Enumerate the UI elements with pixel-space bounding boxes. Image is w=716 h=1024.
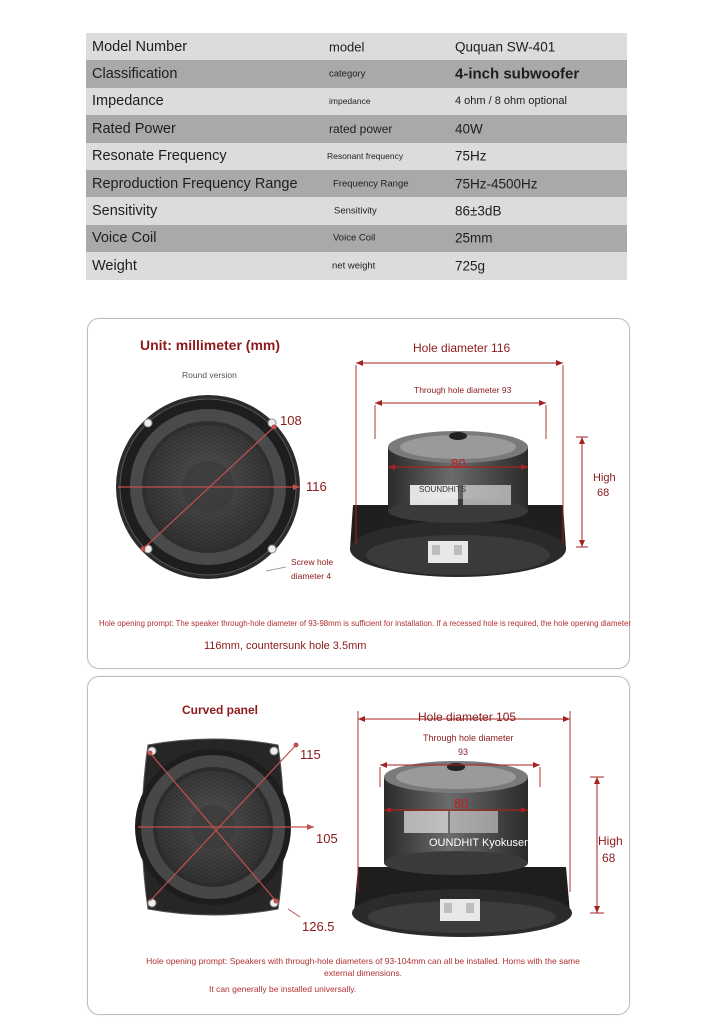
spec-table [86, 33, 627, 280]
spec-label: Rated Power [92, 120, 176, 137]
hole-opening-prompt-continued: It can generally be installed universally. [209, 984, 357, 994]
spec-label: Model Number [92, 38, 188, 55]
spec-short-label: Sensitivity [334, 205, 377, 217]
round-version-label: Round version [182, 370, 237, 380]
spec-short-label: Resonant frequency [327, 151, 404, 162]
height-label: High [593, 472, 616, 484]
spec-short-label: rated power [329, 121, 393, 136]
round-version-drawing [88, 319, 629, 668]
spec-label: Weight [92, 257, 137, 274]
spec-short-label: Voice Coil [333, 232, 376, 244]
brand-label: SOUNDHITS [419, 485, 467, 494]
spec-value: 75Hz [455, 148, 487, 164]
unit-label: Unit: millimeter (mm) [140, 337, 281, 353]
screw-hole-label: Screw hole [291, 557, 334, 567]
hole-opening-prompt-continued: 116mm, countersunk hole 3.5mm [204, 640, 367, 652]
hole-opening-prompt: Hole opening prompt: The speaker through-hole diameter of 93-98mm is sufficient for installation. If a recessed hole is required, the hole opening diameter [99, 619, 631, 628]
screw-hole-diameter-label: diameter 4 [291, 571, 332, 581]
brand-label: OUNDHIT Kyokusen [429, 837, 531, 849]
screw-hole-icon [270, 747, 278, 755]
spec-label: Voice Coil [92, 230, 157, 247]
spec-row-resonant-frequency [86, 143, 627, 170]
height-label: High [598, 834, 623, 848]
spec-value: 4 ohm / 8 ohm optional [455, 95, 567, 108]
hole-opening-prompt: Hole opening prompt: Speakers with through-hole diameters of 93-104mm can all be installed. Horns with the same external dimensions. [146, 956, 580, 978]
round-version-panel [87, 318, 630, 669]
hole-diameter-label: Hole diameter 105 [418, 710, 517, 724]
spec-value: 40W [455, 121, 483, 137]
spec-label: Impedance [92, 93, 164, 110]
spec-value: 4-inch subwoofer [455, 65, 580, 83]
spec-value: 86±3dB [455, 203, 502, 219]
spec-label: Sensitivity [92, 203, 158, 220]
spec-row-classification [86, 60, 627, 87]
spec-value: 75Hz-4500Hz [455, 176, 538, 192]
magnet-dim-label: 80 [451, 456, 466, 471]
dim-126-5-label: 126.5 [302, 919, 335, 934]
spec-row-rated-power [86, 115, 627, 142]
spec-row-impedance [86, 88, 627, 115]
spec-label: Resonate Frequency [92, 148, 227, 165]
spec-row-weight [86, 252, 627, 279]
screw-hole-icon [144, 419, 152, 427]
spec-row-voice-coil [86, 225, 627, 252]
speaker-side-view-round [350, 431, 566, 577]
spec-label: Reproduction Frequency Range [92, 175, 298, 192]
height-value-label: 68 [602, 851, 616, 865]
screw-hole-icon [268, 545, 276, 553]
spec-value: 725g [455, 258, 486, 274]
spec-short-label: model [329, 39, 365, 55]
curved-panel-label: Curved panel [182, 703, 259, 717]
spec-value: 25mm [455, 230, 493, 246]
through-hole-label: Through hole diameter [423, 733, 514, 743]
spec-row-frequency-range [86, 170, 627, 197]
screw-hole-icon [148, 899, 156, 907]
spec-row-model [86, 33, 627, 60]
spec-short-label: impedance [329, 96, 371, 107]
through-hole-label: Through hole diameter 93 [414, 385, 512, 395]
height-value-label: 68 [597, 487, 610, 499]
speaker-side-view-square [352, 761, 572, 937]
dim-115-label: 115 [300, 747, 321, 762]
dim-116-label: 116 [306, 479, 327, 494]
dim-105-label: 105 [316, 831, 338, 846]
curved-panel-panel [87, 676, 630, 1015]
magnet-dim-label: 80 [454, 796, 469, 811]
spec-row-sensitivity [86, 197, 627, 224]
spec-short-label: category [329, 68, 366, 80]
spec-short-label: Frequency Range [333, 178, 409, 190]
spec-label: Classification [92, 66, 178, 83]
spec-short-label: net weight [332, 260, 376, 272]
spec-value: Ququan SW-401 [455, 39, 556, 55]
dim-108-label: 108 [280, 413, 302, 428]
through-hole-value-label: 93 [458, 747, 469, 757]
hole-diameter-label: Hole diameter 116 [413, 341, 511, 355]
